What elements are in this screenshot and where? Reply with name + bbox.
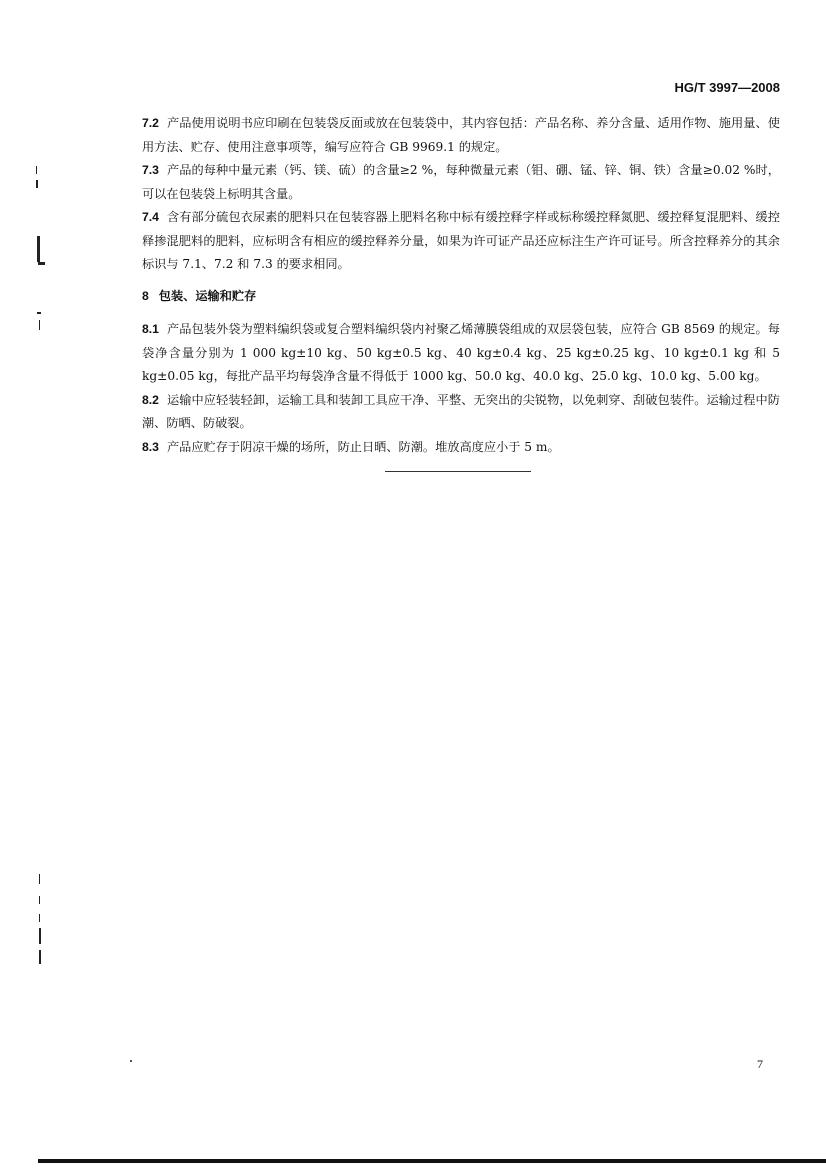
binding-mark [39, 928, 41, 944]
section-title: 包装、运输和贮存 [158, 288, 257, 303]
section-heading-8 [142, 285, 780, 309]
clause-number: 8.3 [142, 439, 159, 454]
binding-mark [39, 950, 41, 964]
clause-7-4 [142, 206, 780, 277]
clause-8-3 [142, 436, 780, 460]
clause-number: 8.2 [142, 392, 159, 407]
end-of-text-rule [385, 471, 531, 472]
clause-number: 7.3 [142, 163, 159, 177]
clause-text: 产品包装外袋为塑料编织袋或复合塑料编织袋内衬聚乙烯薄膜袋组成的双层袋包装，应符合 GB 8569 的规定。每袋净含量分别为 1 000 kg±10 kg、50 kg±0.5 kg、40 kg±0.4 kg、25 kg±0.25 kg、10 kg±0.1 kg 和 5 kg±0.05 kg，每批产品平均每袋净含量不得低于 1000 kg、50.0 kg、40.0 kg、25.0 kg、10.0 kg、5.00 kg。 [142, 322, 780, 383]
section-number: 8 [142, 288, 149, 303]
clause-number: 8.1 [142, 322, 159, 336]
clause-8-1 [142, 318, 780, 389]
bottom-scan-edge [38, 1159, 826, 1163]
binding-mark [39, 874, 40, 884]
clause-text: 含有部分硫包衣尿素的肥料只在包装容器上肥料名称中标有缓控释字样或标称缓控释氮肥、缓控释复混肥料、缓控释掺混肥料的肥料，应标明含有相应的缓控释养分量，如果为许可证产品还应标注生产许可证号。所含控释养分的其余标识与 7.1、7.2 和 7.3 的要求相同。 [142, 210, 780, 271]
clause-text: 产品的每种中量元素（钙、镁、硫）的含量≥2 %，每种微量元素（钼、硼、锰、锌、铜、铁）含量≥0.02 %时，可以在包装袋上标明其含量。 [142, 163, 780, 201]
document-body [142, 112, 780, 459]
clause-8-2 [142, 389, 780, 436]
clause-7-2 [142, 112, 780, 159]
binding-mark [36, 180, 38, 188]
clause-number: 7.2 [142, 116, 159, 130]
scan-speck [130, 1060, 132, 1062]
page-number: 7 [757, 1057, 763, 1071]
binding-mark [39, 320, 40, 330]
clause-7-3 [142, 159, 780, 206]
clause-text: 产品应贮存于阴凉干燥的场所，防止日晒、防潮。堆放高度应小于 5 m。 [166, 439, 560, 454]
binding-mark [39, 914, 40, 922]
binding-mark [37, 312, 41, 314]
binding-mark [39, 896, 40, 904]
binding-mark [36, 166, 37, 174]
clause-number: 7.4 [142, 210, 159, 224]
clause-text: 运输中应轻装轻卸，运输工具和装卸工具应干净、平整、无突出的尖锐物，以免刺穿、刮破包装件。运输过程中防潮、防晒、防破裂。 [142, 392, 780, 430]
binding-mark [38, 262, 45, 265]
clause-text: 产品使用说明书应印刷在包装袋反面或放在包装袋中，其内容包括：产品名称、养分含量、适用作物、施用量、使用方法、贮存、使用注意事项等，编写应符合 GB 9969.1 的规定。 [142, 116, 780, 154]
binding-mark [37, 236, 40, 262]
standard-code: HG/T 3997—2008 [674, 80, 780, 95]
